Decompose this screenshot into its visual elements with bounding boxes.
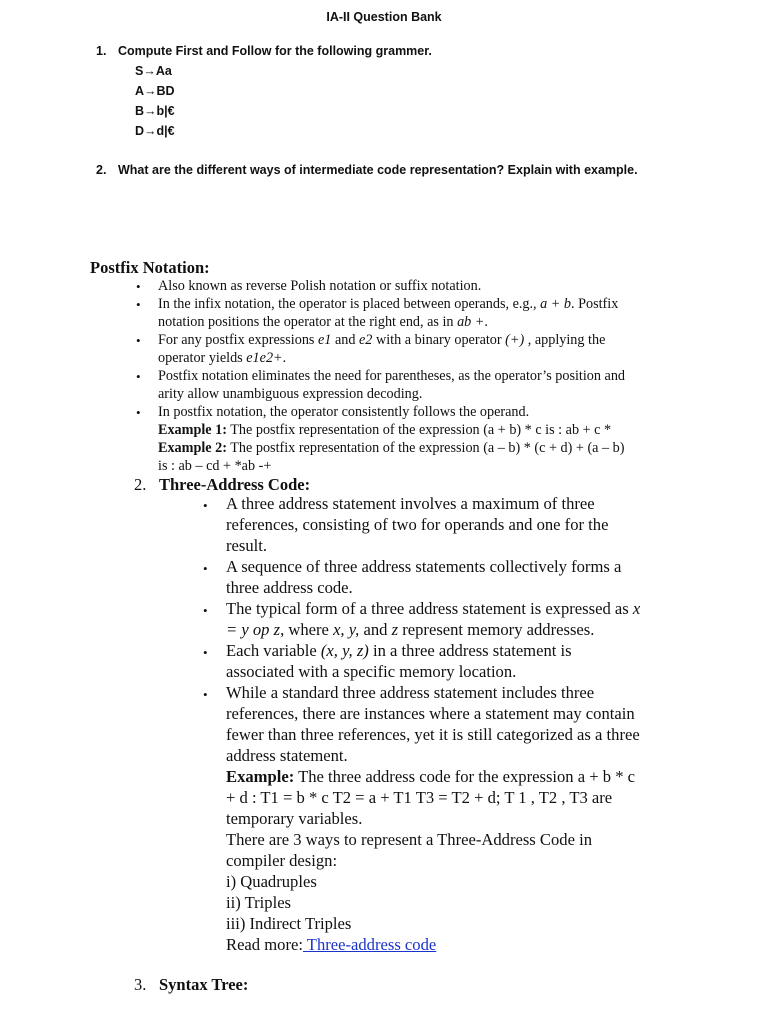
tac-number: 2. — [134, 475, 147, 494]
postfix-bullet-3-line-2: operator yields e1e2+. — [158, 350, 287, 366]
bullet-icon: • — [203, 603, 208, 618]
tac-bullet-2-line-2: three address code. — [226, 578, 353, 597]
bullet-icon: • — [203, 561, 208, 576]
syntax-heading: Syntax Tree: — [159, 975, 249, 994]
bullet-icon: • — [136, 279, 141, 294]
production-3: B→b|€ — [135, 104, 175, 118]
tac-example-line-1: Example: The three address code for the expression a + b * c — [226, 767, 636, 786]
tac-way-triples: ii) Triples — [226, 893, 292, 912]
tac-example-line-2: + d : T1 = b * c T2 = a + T1 T3 = T2 + d; T 1 , T2 , T3 are — [226, 788, 613, 807]
postfix-bullet-4-line-1: Postfix notation eliminates the need for parentheses, as the operator’s position and — [158, 368, 626, 384]
tac-bullet-1-line-3: result. — [226, 536, 268, 555]
postfix-example-1: Example 1: The postfix representation of the expression (a + b) * c is : ab + c * — [158, 422, 612, 438]
tac-ways-line-2: compiler design: — [226, 851, 338, 870]
tac-bullet-1-line-1: A three address statement involves a maximum of three — [226, 494, 595, 513]
tac-bullet-5-line-4: address statement. — [226, 746, 348, 765]
tac-bullet-1-line-2: references, consisting of two for operands and one for the — [226, 515, 609, 534]
postfix-bullet-4-line-2: arity allow unambiguous expression decoding. — [158, 386, 423, 402]
tac-way-quadruples: i) Quadruples — [226, 872, 317, 891]
three-address-code-link[interactable]: Three-address code — [302, 935, 437, 954]
postfix-bullet-1: Also known as reverse Polish notation or suffix notation. — [158, 278, 482, 294]
tac-bullet-4-line-2: associated with a specific memory location. — [226, 662, 517, 681]
tac-bullet-3-line-2: = y op z, where x, y, and z represent memory addresses. — [226, 620, 595, 639]
question-2-number: 2. — [96, 163, 107, 177]
postfix-example-2: Example 2: The postfix representation of the expression (a – b) * (c + d) + (a – b) — [158, 440, 625, 456]
bullet-icon: • — [136, 405, 141, 420]
bullet-icon: • — [203, 498, 208, 513]
tac-heading: Three-Address Code: — [159, 475, 311, 494]
page-title: IA-II Question Bank — [326, 10, 442, 24]
tac-bullet-2-line-1: A sequence of three address statements collectively forms a — [226, 557, 622, 576]
production-4: D→d|€ — [135, 124, 175, 138]
postfix-heading: Postfix Notation: — [90, 258, 210, 277]
question-2-text: What are the different ways of intermediate code representation? Explain with example. — [118, 163, 638, 177]
postfix-bullet-2-line-1: In the infix notation, the operator is placed between operands, e.g., a + b. Postfix — [158, 296, 619, 312]
tac-read-more: Read more: Three-address code — [226, 935, 437, 954]
tac-bullet-5-line-2: references, there are instances where a statement may contain — [226, 704, 635, 723]
postfix-example-2-line-2: is : ab – cd + *ab -+ — [158, 458, 272, 474]
tac-bullet-5-line-3: fewer than three references, yet it is still categorized as a three — [226, 725, 640, 744]
bullet-icon: • — [136, 297, 141, 312]
tac-bullet-4-line-1: Each variable (x, y, z) in a three address statement is — [226, 641, 572, 660]
tac-way-indirect-triples: iii) Indirect Triples — [226, 914, 352, 933]
production-1: S→Aa — [135, 64, 172, 78]
postfix-bullet-2-line-2: notation positions the operator at the right end, as in ab +. — [158, 314, 488, 330]
bullet-icon: • — [136, 333, 141, 348]
postfix-bullet-3-line-1: For any postfix expressions e1 and e2 with a binary operator (+) , applying the — [158, 332, 606, 348]
bullet-icon: • — [136, 369, 141, 384]
tac-example-line-3: temporary variables. — [226, 809, 363, 828]
question-1-number: 1. — [96, 44, 107, 58]
syntax-number: 3. — [134, 975, 147, 994]
tac-bullet-5-line-1: While a standard three address statement includes three — [226, 683, 595, 702]
production-2: A→BD — [135, 84, 175, 98]
bullet-icon: • — [203, 645, 208, 660]
tac-ways-line-1: There are 3 ways to represent a Three-Address Code in — [226, 830, 592, 849]
tac-bullet-3-line-1: The typical form of a three address statement is expressed as x — [226, 599, 641, 618]
question-1-text: Compute First and Follow for the following grammer. — [118, 44, 432, 58]
bullet-icon: • — [203, 687, 208, 702]
postfix-bullet-5: In postfix notation, the operator consistently follows the operand. — [158, 404, 530, 420]
